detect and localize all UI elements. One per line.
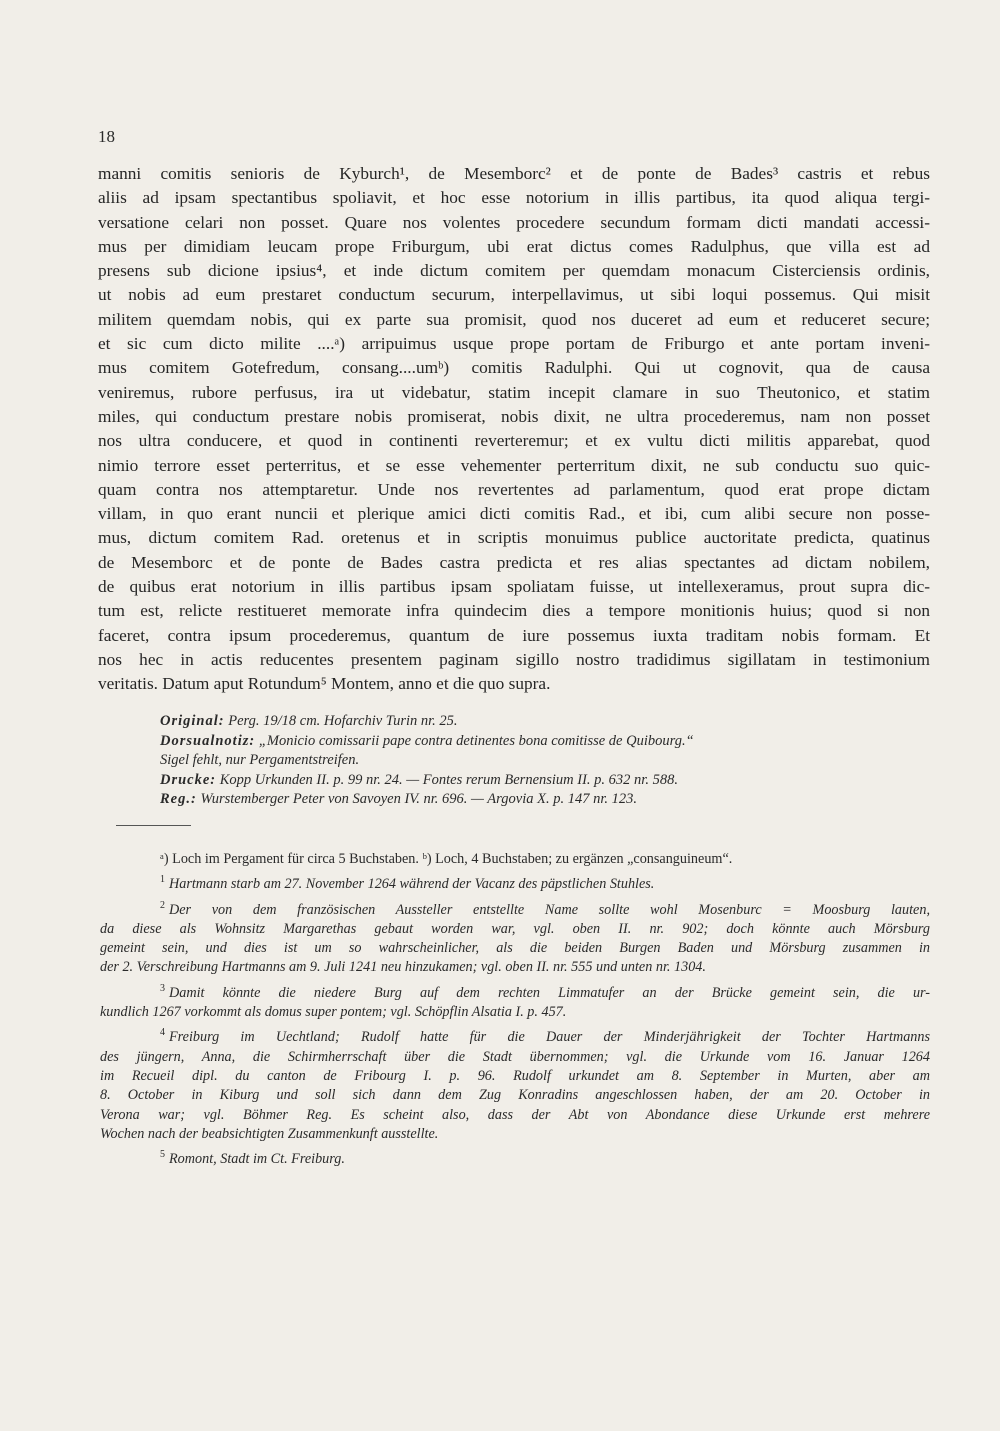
footnote-text: Romont, Stadt im Ct. Freiburg. (169, 1151, 345, 1168)
note-label: Drucke: (160, 771, 217, 788)
text-line: et sic cum dicto milite ....ᵃ) arripuimus usque prope portam de Friburgo et ante portam inveni- (98, 334, 930, 354)
source-notes (160, 712, 930, 810)
note-line (160, 751, 930, 771)
footnote-line (100, 958, 930, 977)
footnote-text: Hartmann starb am 27. November 1264 während der Vacanz des päpstlichen Stuhles. (169, 876, 655, 893)
footnote-line (100, 1086, 930, 1105)
text-line: de Mesemborc et de ponte de Bades castra predicta et res alias spectantes ad dictam nobilem, (98, 552, 930, 572)
text-line: de quibus erat notorium in illis partibus ipsam spoliatam fuisse, ut intellexeramus, prout supra dic- (98, 577, 930, 597)
note-line (160, 771, 930, 791)
note-line (160, 732, 930, 752)
footnote-text: Damit könnte die niedere Burg auf dem rechten Limmatufer an der Brücke gemeint sein, die ur- (169, 984, 930, 1001)
text-line: militem quemdam nobis, qui ex parte sua promisit, quod nos duceret ad eum et reduceret secure; (98, 309, 930, 329)
text-line: mus, dictum comitem Rad. oretenus et in scriptis monuimus publice auctoritate predicta, quatinus (98, 528, 930, 548)
footnote-line (100, 901, 930, 920)
footnote-line (100, 1125, 930, 1144)
footnote-text: kundlich 1267 vorkommt als domus super pontem; vgl. Schöpflin Alsatia I. p. 457. (100, 1004, 567, 1021)
footnote-text: Freiburg im Uechtland; Rudolf hatte für die Dauer der Minderjährigkeit der Tochter Hartmanns (169, 1029, 930, 1046)
footnote-line (100, 984, 930, 1003)
footnote-text: da diese als Wohnsitz Margarethas gebaut worden war, vgl. oben II. nr. 902; doch könnte auch Mörsburg (100, 920, 930, 937)
text-line: versatione celari non posset. Quare nos volentes procedere secundum formam dicti mandati accessi- (98, 212, 930, 232)
footnote-line (100, 1048, 930, 1067)
page-number: 18 (98, 127, 115, 146)
footnote-text: des jüngern, Anna, die Schirmherrschaft über die Stadt übernommen; vgl. die Urkunde vom 16. Januar 1264 (100, 1048, 930, 1065)
footnote-mark: 4 (160, 1028, 165, 1039)
text-line: nos ultra conducere, et quod in continenti reverteremur; et ex vultu dicti militis apparebat, quod (98, 431, 930, 451)
footnote-text: der 2. Verschreibung Hartmanns am 9. Juli 1241 neu hinzukamen; vgl. oben II. nr. 555 und unten nr. 1304. (100, 959, 706, 976)
note-text: Sigel fehlt, nur Pergamentstreifen. (160, 752, 360, 768)
text-line: quam contra nos attemptaretur. Unde nos revertentes ad parlamentum, quod erat prope dictam (98, 479, 930, 499)
note-line (160, 790, 930, 810)
footnote (100, 850, 930, 869)
text-line: manni comitis senioris de Kyburch¹, de Mesemborc² et de ponte de Bades³ castris et rebus (98, 164, 930, 183)
footnote-text: im Recueil dipl. du canton de Fribourg I. p. 96. Rudolf urkundet am 8. September in Murten, aber am (100, 1067, 930, 1084)
footnote-line (100, 1028, 930, 1047)
text-line: presens sub dicione ipsius⁴, et inde dictum comitem per quemdam monacum Cisterciensis ordinis, (98, 261, 930, 281)
footnote (100, 901, 930, 978)
note-text: Perg. 19/18 cm. Hofarchiv Turin nr. 25. (228, 713, 458, 729)
footnote-text: ᵃ) Loch im Pergament für circa 5 Buchstaben. ᵇ) Loch, 4 Buchstaben; zu ergänzen „consanguineum“. (160, 851, 733, 867)
text-line: mus per dimidiam leucam prope Friburgum, ubi erat dictus comes Radulphus, que villa est ad (98, 236, 930, 256)
footnote-text: Verona war; vgl. Böhmer Reg. Es scheint also, dass der Abt von Abondance diese Urkunde erst mehrere (100, 1106, 930, 1123)
text-line: veritatis. Datum aput Rotundum⁵ Montem, anno et die quo supra. (98, 674, 551, 694)
footnote (100, 1028, 930, 1144)
footnote-mark: 1 (160, 875, 165, 886)
footnote-mark: 2 (160, 900, 165, 911)
footnote-line (100, 1067, 930, 1086)
footnote-line (100, 939, 930, 958)
text-line: mus comitem Gotefredum, consang....umᵇ) comitis Radulphi. Qui ut cognovit, qua de causa (98, 358, 930, 378)
text-line: nos hec in actis reducentes presentem paginam sigillo nostro tradidimus sigillatam in testimonium (98, 649, 930, 669)
note-label: Original: (160, 713, 225, 729)
footnote-text: 8. October in Kiburg und soll sich dann dem Zug Konradins angeschlossen haben, der am 20. October in (100, 1087, 930, 1104)
footnote-mark: 3 (160, 983, 165, 994)
note-text: „Monicio comissarii pape contra detinentes bona comitisse de Quibourg.“ (258, 732, 694, 749)
text-line: nimio terrore esset perterritus, et se esse vehementer perterritum dixit, ne sub conductu suo quic- (98, 455, 930, 475)
note-label: Reg.: (160, 791, 197, 807)
footnote-line (100, 1150, 930, 1169)
text-line: aliis ad ipsam spectantibus spoliavit, et hoc esse notorium in illis partibus, ita quod aliqua tergi- (98, 188, 930, 208)
text-line: faceret, contra ipsum procederemus, quantum de iure possemus iuxta traditam nobis formam. Et (98, 625, 930, 645)
footnote (100, 875, 930, 894)
note-label: Dorsualnotiz: (160, 732, 256, 749)
footnote-line (100, 1106, 930, 1125)
text-line: tum est, relicte restitueret memorate infra quindecim dies a tempore monitionis huius; quod si non (98, 601, 930, 621)
footnote-line (100, 920, 930, 939)
footnote-text: Der von dem französischen Aussteller entstellte Name sollte wohl Mosenburc = Moosburg lauten, (169, 901, 930, 918)
text-line: veniremus, rubore perfusus, ira ut videbatur, statim incepit clamare in suo Theutonico, et statim (98, 382, 930, 402)
charter-text (98, 162, 930, 697)
footnote (100, 1150, 930, 1169)
footnote-line (100, 1003, 930, 1022)
footnote-divider (116, 825, 191, 826)
document-page (98, 0, 930, 1431)
text-line: ut nobis ad eum prestaret conductum securum, interpellavimus, ut sibi loqui possemus. Qui misit (98, 285, 930, 305)
text-line: villam, in quo erant nuncii et plerique amici dicti comitis Rad., et ibi, cum alibi secure non posse- (98, 504, 930, 524)
note-text: Kopp Urkunden II. p. 99 nr. 24. — Fontes rerum Bernensium II. p. 632 nr. 588. (219, 771, 678, 788)
footnotes (100, 850, 930, 1175)
note-line (160, 712, 930, 732)
text-line: miles, qui conductum prestare nobis promiserat, nobis dixit, ne ultra procederemus, nam non posset (98, 406, 930, 426)
footnote-line (100, 850, 930, 869)
footnote-mark: 5 (160, 1150, 165, 1161)
footnote-line (100, 875, 930, 894)
note-text: Wurstemberger Peter von Savoyen IV. nr. 696. — Argovia X. p. 147 nr. 123. (200, 791, 638, 807)
footnote (100, 984, 930, 1023)
footnote-text: gemeint sein, und dies ist um so wahrscheinlicher, als die beiden Burgen Baden und Mörsburg zusammen in (100, 940, 930, 957)
footnote-text: Wochen nach der beabsichtigten Zusammenkunft ausstellte. (100, 1125, 439, 1142)
